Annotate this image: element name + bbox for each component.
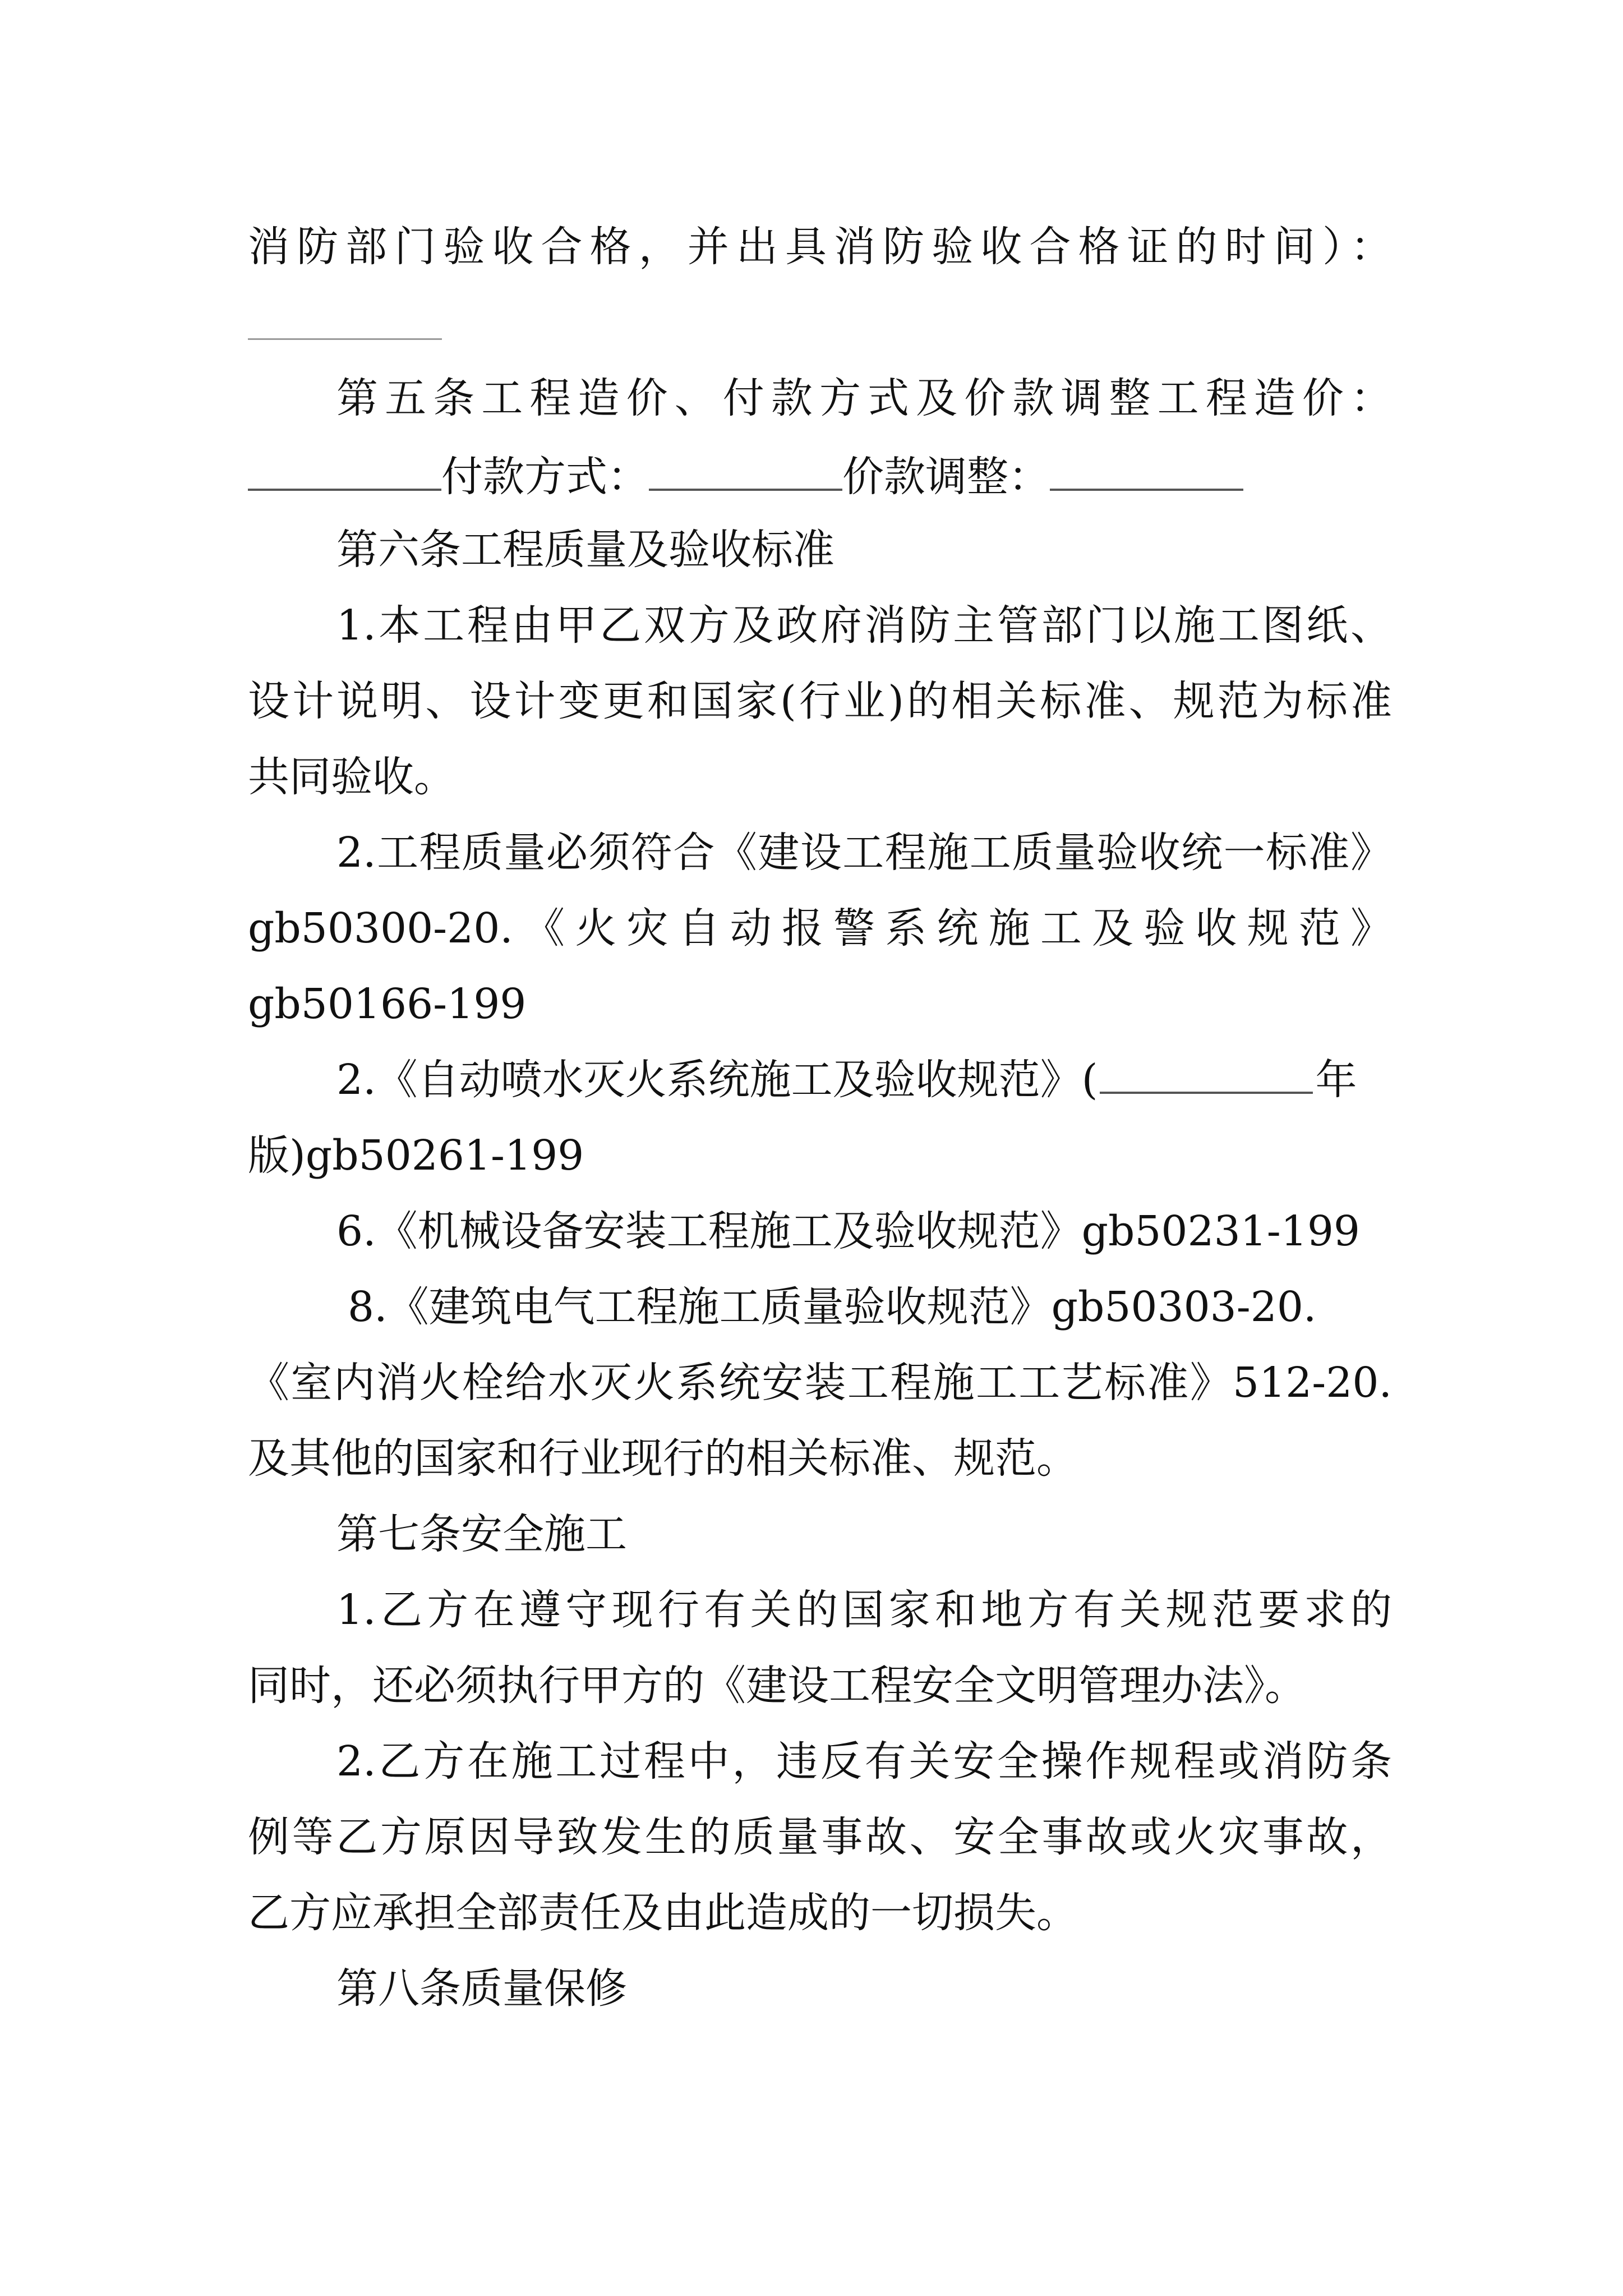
fill-in-blank [248, 489, 441, 491]
paragraph-line: 1.乙方在遵守现行有关的国家和地方有关规范要求的 [336, 1586, 1392, 1634]
paragraph-line [336, 1052, 1392, 1108]
article-8-heading: 第八条质量保修 [336, 1964, 627, 2013]
paragraph-line: 1.本工程由甲乙双方及政府消防主管部门以施工图纸、 [336, 601, 1392, 650]
fill-in-blank [248, 338, 442, 340]
article-5-heading: 第五条工程造价、付款方式及价款调整工程造价： [336, 374, 1392, 422]
fill-in-blank [1050, 489, 1243, 491]
paragraph-line: 例等乙方原因导致发生的质量事故、安全事故或火灾事故， [248, 1813, 1392, 1861]
fill-in-blank [1100, 1092, 1313, 1094]
paragraph-line: 及其他的国家和行业现行的相关标准、规范。 [248, 1434, 1078, 1483]
paragraph-text: 2.《自动喷水灭火系统施工及验收规范》( [336, 1056, 1098, 1104]
paragraph-line: gb50166-199 [248, 980, 527, 1028]
paragraph-text: 年 [1315, 1056, 1357, 1104]
article-7-heading: 第七条安全施工 [336, 1510, 627, 1558]
paragraph-line: gb50300-20.《火灾自动报警系统施工及验收规范》 [248, 904, 1392, 953]
paragraph-line: 共同验收。 [248, 753, 455, 801]
payment-method-label: 付款方式： [441, 453, 649, 501]
paragraph-line: 6.《机械设备安装工程施工及验收规范》gb50231-199 [336, 1207, 1360, 1255]
fill-in-blank [649, 489, 842, 491]
paragraph-line: 8.《建筑电气工程施工质量验收规范》gb50303-20. [348, 1283, 1317, 1331]
payment-fields-row [248, 449, 1392, 505]
paragraph-line: 设计说明、设计变更和国家(行业)的相关标准、规范为标准 [248, 677, 1392, 725]
paragraph-line: 消防部门验收合格，并出具消防验收合格证的时间）： [248, 223, 1392, 271]
paragraph-line: 乙方应承担全部责任及由此造成的一切损失。 [248, 1889, 1078, 1937]
price-adjustment-label: 价款调整： [842, 453, 1050, 501]
paragraph-line: 同时，还必须执行甲方的《建设工程安全文明管理办法》。 [248, 1662, 1306, 1710]
paragraph-line: 2.乙方在施工过程中，违反有关安全操作规程或消防条 [336, 1737, 1392, 1786]
paragraph-line: 版)gb50261-199 [248, 1131, 584, 1180]
paragraph-line: 2.工程质量必须符合《建设工程施工质量验收统一标准》 [336, 829, 1392, 877]
article-6-heading: 第六条工程质量及验收标准 [336, 526, 834, 574]
paragraph-line: 《室内消火栓给水灭火系统安装工程施工工艺标准》512-20. [248, 1359, 1392, 1407]
